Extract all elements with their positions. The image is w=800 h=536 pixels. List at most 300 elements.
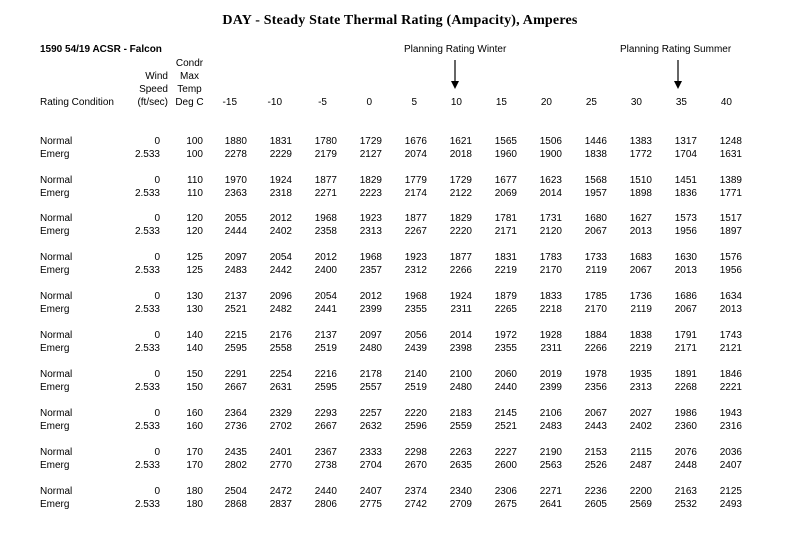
ampacity-cell: 2357 bbox=[359, 265, 382, 276]
ampacity-cell: 2407 bbox=[719, 460, 742, 471]
ampacity-cell: 1838 bbox=[584, 149, 607, 160]
ampacity-cell: 2170 bbox=[539, 265, 562, 276]
ampacity-cell: 1568 bbox=[584, 175, 607, 186]
header-condr-max-temp: Temp bbox=[177, 84, 202, 95]
ampacity-cell: 2329 bbox=[269, 408, 292, 419]
ampacity-cell: 2802 bbox=[224, 460, 247, 471]
ampacity-cell: 2122 bbox=[449, 188, 472, 199]
ampacity-cell: 1897 bbox=[719, 226, 742, 237]
ampacity-cell: 2355 bbox=[494, 343, 517, 354]
ampacity-cell: 1317 bbox=[674, 136, 697, 147]
rating-condition-cell: Normal bbox=[40, 486, 73, 497]
ampacity-cell: 2358 bbox=[314, 226, 337, 237]
ampacity-cell: 2559 bbox=[449, 421, 472, 432]
ampacity-cell: 1924 bbox=[269, 175, 292, 186]
ampacity-cell: 2596 bbox=[404, 421, 427, 432]
condr-temp-cell: 120 bbox=[186, 213, 203, 224]
ampacity-cell: 2367 bbox=[314, 447, 337, 458]
ampacity-cell: 2407 bbox=[359, 486, 382, 497]
ampacity-cell: 2667 bbox=[224, 382, 247, 393]
ampacity-cell: 2670 bbox=[404, 460, 427, 471]
ampacity-cell: 2100 bbox=[449, 369, 472, 380]
ampacity-cell: 1879 bbox=[494, 291, 517, 302]
ampacity-cell: 2153 bbox=[584, 447, 607, 458]
ampacity-cell: 2316 bbox=[719, 421, 742, 432]
ampacity-cell: 2145 bbox=[494, 408, 517, 419]
ampacity-cell: 1833 bbox=[539, 291, 562, 302]
ampacity-cell: 2480 bbox=[449, 382, 472, 393]
ampacity-cell: 1968 bbox=[314, 213, 337, 224]
header-temp-col: -15 bbox=[222, 97, 237, 108]
wind-speed-cell: 0 bbox=[154, 252, 160, 263]
condr-temp-cell: 130 bbox=[186, 291, 203, 302]
header-wind-speed: (ft/sec) bbox=[137, 97, 168, 108]
ampacity-cell: 1780 bbox=[314, 136, 337, 147]
ampacity-cell: 1898 bbox=[629, 188, 652, 199]
summer-arrow-icon bbox=[673, 60, 683, 90]
ampacity-cell: 1880 bbox=[224, 136, 247, 147]
ampacity-cell: 2223 bbox=[359, 188, 382, 199]
ampacity-cell: 2137 bbox=[314, 330, 337, 341]
ampacity-cell: 2278 bbox=[224, 149, 247, 160]
ampacity-cell: 1968 bbox=[359, 252, 382, 263]
rating-condition-cell: Emerg bbox=[40, 460, 70, 471]
ampacity-cell: 2218 bbox=[539, 304, 562, 315]
ampacity-cell: 1831 bbox=[494, 252, 517, 263]
ampacity-cell: 2266 bbox=[449, 265, 472, 276]
wind-speed-cell: 0 bbox=[154, 136, 160, 147]
ampacity-cell: 2076 bbox=[674, 447, 697, 458]
ampacity-cell: 2019 bbox=[539, 369, 562, 380]
ampacity-cell: 2018 bbox=[449, 149, 472, 160]
ampacity-cell: 1957 bbox=[584, 188, 607, 199]
ampacity-cell: 2400 bbox=[314, 265, 337, 276]
ampacity-cell: 2398 bbox=[449, 343, 472, 354]
ampacity-cell: 2127 bbox=[359, 149, 382, 160]
ampacity-cell: 1923 bbox=[359, 213, 382, 224]
header-temp-col: 10 bbox=[450, 97, 462, 108]
winter-arrow-icon bbox=[450, 60, 460, 90]
condr-temp-cell: 140 bbox=[186, 330, 203, 341]
ampacity-cell: 2096 bbox=[269, 291, 292, 302]
ampacity-cell: 2036 bbox=[719, 447, 742, 458]
wind-speed-cell: 0 bbox=[154, 369, 160, 380]
ampacity-cell: 2119 bbox=[630, 304, 652, 315]
ampacity-cell: 2219 bbox=[494, 265, 517, 276]
ampacity-cell: 2215 bbox=[224, 330, 247, 341]
ampacity-cell: 2519 bbox=[314, 343, 337, 354]
wind-speed-cell: 2.533 bbox=[134, 304, 160, 315]
ampacity-cell: 2055 bbox=[224, 213, 247, 224]
ampacity-cell: 2257 bbox=[359, 408, 382, 419]
ampacity-cell: 1943 bbox=[719, 408, 742, 419]
ampacity-cell: 1924 bbox=[449, 291, 472, 302]
ampacity-cell: 2837 bbox=[269, 499, 292, 510]
ampacity-cell: 2176 bbox=[269, 330, 292, 341]
ampacity-cell: 1986 bbox=[674, 408, 697, 419]
ampacity-cell: 2770 bbox=[269, 460, 292, 471]
ampacity-cell: 1729 bbox=[359, 136, 382, 147]
ampacity-cell: 1970 bbox=[224, 175, 247, 186]
ampacity-cell: 2635 bbox=[449, 460, 472, 471]
header-temp-col: 20 bbox=[540, 97, 552, 108]
header-temp-col: 0 bbox=[366, 97, 372, 108]
ampacity-cell: 1877 bbox=[449, 252, 472, 263]
ampacity-cell: 2340 bbox=[449, 486, 472, 497]
ampacity-cell: 2221 bbox=[719, 382, 742, 393]
ampacity-cell: 1565 bbox=[494, 136, 517, 147]
ampacity-cell: 1573 bbox=[674, 213, 697, 224]
condr-temp-cell: 125 bbox=[186, 252, 203, 263]
condr-temp-cell: 150 bbox=[186, 382, 203, 393]
wind-speed-cell: 2.533 bbox=[134, 149, 160, 160]
ampacity-cell: 1627 bbox=[629, 213, 652, 224]
ampacity-cell: 2641 bbox=[539, 499, 562, 510]
ampacity-cell: 2775 bbox=[359, 499, 382, 510]
wind-speed-cell: 2.533 bbox=[134, 188, 160, 199]
ampacity-cell: 2440 bbox=[494, 382, 517, 393]
ampacity-cell: 2069 bbox=[494, 188, 517, 199]
ampacity-cell: 2067 bbox=[674, 304, 697, 315]
ampacity-cell: 2440 bbox=[314, 486, 337, 497]
ampacity-cell: 1248 bbox=[719, 136, 742, 147]
ampacity-cell: 2067 bbox=[584, 226, 607, 237]
header-temp-col: 30 bbox=[630, 97, 642, 108]
ampacity-cell: 1783 bbox=[539, 252, 562, 263]
ampacity-cell: 1877 bbox=[314, 175, 337, 186]
ampacity-cell: 2179 bbox=[314, 149, 337, 160]
wind-speed-cell: 2.533 bbox=[134, 421, 160, 432]
condr-temp-cell: 160 bbox=[186, 408, 203, 419]
ampacity-cell: 1736 bbox=[629, 291, 652, 302]
ampacity-cell: 2443 bbox=[584, 421, 607, 432]
header-wind-speed: Speed bbox=[139, 84, 168, 95]
ampacity-cell: 2472 bbox=[269, 486, 292, 497]
ampacity-cell: 2364 bbox=[224, 408, 247, 419]
ampacity-cell: 1680 bbox=[584, 213, 607, 224]
ampacity-cell: 2027 bbox=[629, 408, 652, 419]
rating-condition-cell: Emerg bbox=[40, 343, 70, 354]
ampacity-cell: 2013 bbox=[674, 265, 697, 276]
ampacity-cell: 1733 bbox=[584, 252, 607, 263]
condr-temp-cell: 110 bbox=[187, 188, 203, 199]
ampacity-cell: 1676 bbox=[404, 136, 427, 147]
ampacity-cell: 2402 bbox=[629, 421, 652, 432]
ampacity-cell: 2448 bbox=[674, 460, 697, 471]
ampacity-cell: 1510 bbox=[629, 175, 652, 186]
ampacity-cell: 2736 bbox=[224, 421, 247, 432]
rating-condition-cell: Normal bbox=[40, 136, 73, 147]
header-condr-max-temp: Max bbox=[180, 71, 199, 82]
ampacity-cell: 2236 bbox=[584, 486, 607, 497]
ampacity-cell: 2333 bbox=[359, 447, 382, 458]
ampacity-cell: 1838 bbox=[629, 330, 652, 341]
ampacity-cell: 1383 bbox=[629, 136, 652, 147]
ampacity-cell: 2054 bbox=[269, 252, 292, 263]
ampacity-cell: 1623 bbox=[539, 175, 562, 186]
ampacity-cell: 1731 bbox=[539, 213, 562, 224]
ampacity-cell: 2441 bbox=[314, 304, 337, 315]
ampacity-cell: 1831 bbox=[269, 136, 292, 147]
ampacity-cell: 2254 bbox=[269, 369, 292, 380]
rating-condition-cell: Emerg bbox=[40, 421, 70, 432]
header-temp-col: -5 bbox=[318, 97, 327, 108]
ampacity-cell: 2493 bbox=[719, 499, 742, 510]
page-title: DAY - Steady State Thermal Rating (Ampacity), Amperes bbox=[222, 13, 578, 28]
condr-temp-cell: 160 bbox=[186, 421, 203, 432]
rating-condition-cell: Emerg bbox=[40, 499, 70, 510]
ampacity-cell: 2266 bbox=[584, 343, 607, 354]
wind-speed-cell: 2.533 bbox=[134, 265, 160, 276]
rating-condition-cell: Emerg bbox=[40, 188, 70, 199]
ampacity-cell: 2675 bbox=[494, 499, 517, 510]
ampacity-cell: 2216 bbox=[314, 369, 337, 380]
header-condr-max-temp: Condr bbox=[175, 58, 204, 69]
rating-condition-cell: Normal bbox=[40, 252, 73, 263]
ampacity-cell: 2056 bbox=[404, 330, 427, 341]
wind-speed-cell: 0 bbox=[154, 330, 160, 341]
ampacity-cell: 1891 bbox=[674, 369, 697, 380]
ampacity-cell: 1451 bbox=[674, 175, 697, 186]
rating-condition-cell: Normal bbox=[40, 291, 73, 302]
ampacity-cell: 2265 bbox=[494, 304, 517, 315]
ampacity-cell: 2097 bbox=[224, 252, 247, 263]
header-temp-col: 40 bbox=[720, 97, 732, 108]
ampacity-cell: 2271 bbox=[314, 188, 337, 199]
ampacity-cell: 2293 bbox=[314, 408, 337, 419]
ampacity-cell: 1683 bbox=[629, 252, 652, 263]
ampacity-cell: 2271 bbox=[539, 486, 562, 497]
wind-speed-cell: 0 bbox=[154, 291, 160, 302]
ampacity-cell: 2174 bbox=[404, 188, 427, 199]
header-rating-condition: Rating Condition bbox=[40, 97, 114, 108]
ampacity-cell: 2439 bbox=[404, 343, 427, 354]
ampacity-cell: 2806 bbox=[314, 499, 337, 510]
condr-temp-cell: 180 bbox=[186, 499, 203, 510]
ampacity-cell: 2067 bbox=[629, 265, 652, 276]
ampacity-cell: 2121 bbox=[719, 343, 742, 354]
ampacity-cell: 2313 bbox=[359, 226, 382, 237]
ampacity-cell: 2137 bbox=[224, 291, 247, 302]
condr-temp-cell: 110 bbox=[187, 175, 203, 186]
ampacity-cell: 2738 bbox=[314, 460, 337, 471]
ampacity-cell: 1785 bbox=[584, 291, 607, 302]
planning-rating-winter-label: Planning Rating Winter bbox=[404, 44, 507, 55]
ampacity-cell: 2435 bbox=[224, 447, 247, 458]
header-condr-max-temp: Deg C bbox=[175, 97, 204, 108]
ampacity-cell: 2563 bbox=[539, 460, 562, 471]
ampacity-cell: 1389 bbox=[719, 175, 742, 186]
ampacity-cell: 2667 bbox=[314, 421, 337, 432]
ampacity-cell: 1779 bbox=[404, 175, 427, 186]
ampacity-cell: 2014 bbox=[539, 188, 562, 199]
ampacity-cell: 1972 bbox=[494, 330, 517, 341]
rating-condition-cell: Normal bbox=[40, 175, 73, 186]
ampacity-cell: 2399 bbox=[359, 304, 382, 315]
rating-condition-cell: Emerg bbox=[40, 382, 70, 393]
ampacity-cell: 2074 bbox=[404, 149, 427, 160]
rating-condition-cell: Emerg bbox=[40, 304, 70, 315]
ampacity-cell: 1928 bbox=[539, 330, 562, 341]
ampacity-cell: 2298 bbox=[404, 447, 427, 458]
ampacity-cell: 2119 bbox=[585, 265, 607, 276]
ampacity-cell: 2054 bbox=[314, 291, 337, 302]
ampacity-cell: 2704 bbox=[359, 460, 382, 471]
ampacity-cell: 1677 bbox=[494, 175, 517, 186]
ampacity-cell: 1877 bbox=[404, 213, 427, 224]
ampacity-cell: 2595 bbox=[224, 343, 247, 354]
ampacity-cell: 2399 bbox=[539, 382, 562, 393]
wind-speed-cell: 0 bbox=[154, 213, 160, 224]
header-temp-col: 35 bbox=[675, 97, 687, 108]
ampacity-cell: 2504 bbox=[224, 486, 247, 497]
ampacity-cell: 1621 bbox=[449, 136, 472, 147]
condr-temp-cell: 150 bbox=[186, 369, 203, 380]
ampacity-cell: 2311 bbox=[540, 343, 562, 354]
ampacity-cell: 2313 bbox=[629, 382, 652, 393]
condr-temp-cell: 120 bbox=[186, 226, 203, 237]
ampacity-cell: 2125 bbox=[719, 486, 742, 497]
ampacity-cell: 2355 bbox=[404, 304, 427, 315]
condr-temp-cell: 170 bbox=[186, 447, 203, 458]
ampacity-cell: 2229 bbox=[269, 149, 292, 160]
header-temp-col: 5 bbox=[411, 97, 417, 108]
ampacity-cell: 2558 bbox=[269, 343, 292, 354]
condr-temp-cell: 170 bbox=[186, 460, 203, 471]
ampacity-cell: 2557 bbox=[359, 382, 382, 393]
ampacity-cell: 2595 bbox=[314, 382, 337, 393]
ampacity-cell: 2190 bbox=[539, 447, 562, 458]
ampacity-cell: 2605 bbox=[584, 499, 607, 510]
ampacity-cell: 1956 bbox=[719, 265, 742, 276]
ampacity-cell: 2311 bbox=[450, 304, 472, 315]
ampacity-cell: 2444 bbox=[224, 226, 247, 237]
wind-speed-cell: 2.533 bbox=[134, 382, 160, 393]
ampacity-cell: 1506 bbox=[539, 136, 562, 147]
ampacity-cell: 2170 bbox=[584, 304, 607, 315]
ampacity-cell: 2306 bbox=[494, 486, 517, 497]
ampacity-cell: 2632 bbox=[359, 421, 382, 432]
ampacity-cell: 1729 bbox=[449, 175, 472, 186]
ampacity-cell: 1576 bbox=[719, 252, 742, 263]
ampacity-cell: 2067 bbox=[584, 408, 607, 419]
ampacity-cell: 1634 bbox=[719, 291, 742, 302]
rating-condition-cell: Normal bbox=[40, 330, 73, 341]
wind-speed-cell: 2.533 bbox=[134, 499, 160, 510]
ampacity-cell: 2526 bbox=[584, 460, 607, 471]
ampacity-cell: 2532 bbox=[674, 499, 697, 510]
header-wind-speed: Wind bbox=[145, 71, 168, 82]
ampacity-cell: 2521 bbox=[494, 421, 517, 432]
ampacity-cell: 2163 bbox=[674, 486, 697, 497]
ampacity-cell: 2012 bbox=[269, 213, 292, 224]
ampacity-cell: 2014 bbox=[449, 330, 472, 341]
ampacity-cell: 1900 bbox=[539, 149, 562, 160]
ampacity-cell: 2519 bbox=[404, 382, 427, 393]
ampacity-cell: 1743 bbox=[719, 330, 742, 341]
ampacity-cell: 2402 bbox=[269, 226, 292, 237]
ampacity-cell: 2219 bbox=[629, 343, 652, 354]
condr-temp-cell: 180 bbox=[186, 486, 203, 497]
ampacity-cell: 1923 bbox=[404, 252, 427, 263]
rating-condition-cell: Emerg bbox=[40, 149, 70, 160]
ampacity-cell: 2401 bbox=[269, 447, 292, 458]
ampacity-cell: 2483 bbox=[224, 265, 247, 276]
ampacity-cell: 2318 bbox=[269, 188, 292, 199]
wind-speed-cell: 2.533 bbox=[134, 226, 160, 237]
ampacity-cell: 2140 bbox=[404, 369, 427, 380]
ampacity-cell: 1836 bbox=[674, 188, 697, 199]
condr-temp-cell: 100 bbox=[186, 136, 203, 147]
ampacity-cell: 2012 bbox=[314, 252, 337, 263]
ampacity-cell: 1630 bbox=[674, 252, 697, 263]
ampacity-cell: 2120 bbox=[539, 226, 562, 237]
ampacity-cell: 2483 bbox=[539, 421, 562, 432]
wind-speed-cell: 2.533 bbox=[134, 460, 160, 471]
ampacity-cell: 2115 bbox=[630, 447, 652, 458]
wind-speed-cell: 0 bbox=[154, 408, 160, 419]
rating-condition-cell: Emerg bbox=[40, 265, 70, 276]
ampacity-cell: 1517 bbox=[719, 213, 742, 224]
ampacity-cell: 2363 bbox=[224, 188, 247, 199]
ampacity-cell: 1968 bbox=[404, 291, 427, 302]
header-temp-col: -10 bbox=[267, 97, 282, 108]
rating-condition-cell: Normal bbox=[40, 447, 73, 458]
ampacity-cell: 1960 bbox=[494, 149, 517, 160]
ampacity-cell: 1829 bbox=[359, 175, 382, 186]
ampacity-cell: 2227 bbox=[494, 447, 517, 458]
ampacity-cell: 2012 bbox=[359, 291, 382, 302]
wind-speed-cell: 2.533 bbox=[134, 343, 160, 354]
ampacity-cell: 1791 bbox=[674, 330, 697, 341]
ampacity-cell: 2482 bbox=[269, 304, 292, 315]
ampacity-cell: 2521 bbox=[224, 304, 247, 315]
ampacity-cell: 1772 bbox=[629, 149, 652, 160]
ampacity-cell: 1884 bbox=[584, 330, 607, 341]
ampacity-cell: 2356 bbox=[584, 382, 607, 393]
ampacity-cell: 2013 bbox=[719, 304, 742, 315]
rating-condition-cell: Normal bbox=[40, 408, 73, 419]
rating-condition-cell: Normal bbox=[40, 213, 73, 224]
rating-condition-cell: Emerg bbox=[40, 226, 70, 237]
header-temp-col: 25 bbox=[585, 97, 597, 108]
ampacity-cell: 1781 bbox=[494, 213, 517, 224]
ampacity-cell: 2171 bbox=[674, 343, 697, 354]
wind-speed-cell: 0 bbox=[154, 486, 160, 497]
ampacity-cell: 1704 bbox=[674, 149, 697, 160]
ampacity-cell: 2267 bbox=[404, 226, 427, 237]
ampacity-cell: 1829 bbox=[449, 213, 472, 224]
header-temp-col: 15 bbox=[495, 97, 507, 108]
ampacity-cell: 2171 bbox=[494, 226, 517, 237]
condr-temp-cell: 130 bbox=[186, 304, 203, 315]
ampacity-cell: 2263 bbox=[449, 447, 472, 458]
ampacity-cell: 2220 bbox=[449, 226, 472, 237]
ampacity-cell: 2480 bbox=[359, 343, 382, 354]
wind-speed-cell: 0 bbox=[154, 447, 160, 458]
ampacity-cell: 2060 bbox=[494, 369, 517, 380]
ampacity-cell: 1631 bbox=[719, 149, 742, 160]
ampacity-cell: 2106 bbox=[539, 408, 562, 419]
ampacity-cell: 2360 bbox=[674, 421, 697, 432]
ampacity-cell: 2702 bbox=[269, 421, 292, 432]
ampacity-cell: 1935 bbox=[629, 369, 652, 380]
condr-temp-cell: 140 bbox=[186, 343, 203, 354]
ampacity-cell: 2013 bbox=[629, 226, 652, 237]
ampacity-cell: 1686 bbox=[674, 291, 697, 302]
ampacity-cell: 2442 bbox=[269, 265, 292, 276]
ampacity-cell: 2631 bbox=[269, 382, 292, 393]
